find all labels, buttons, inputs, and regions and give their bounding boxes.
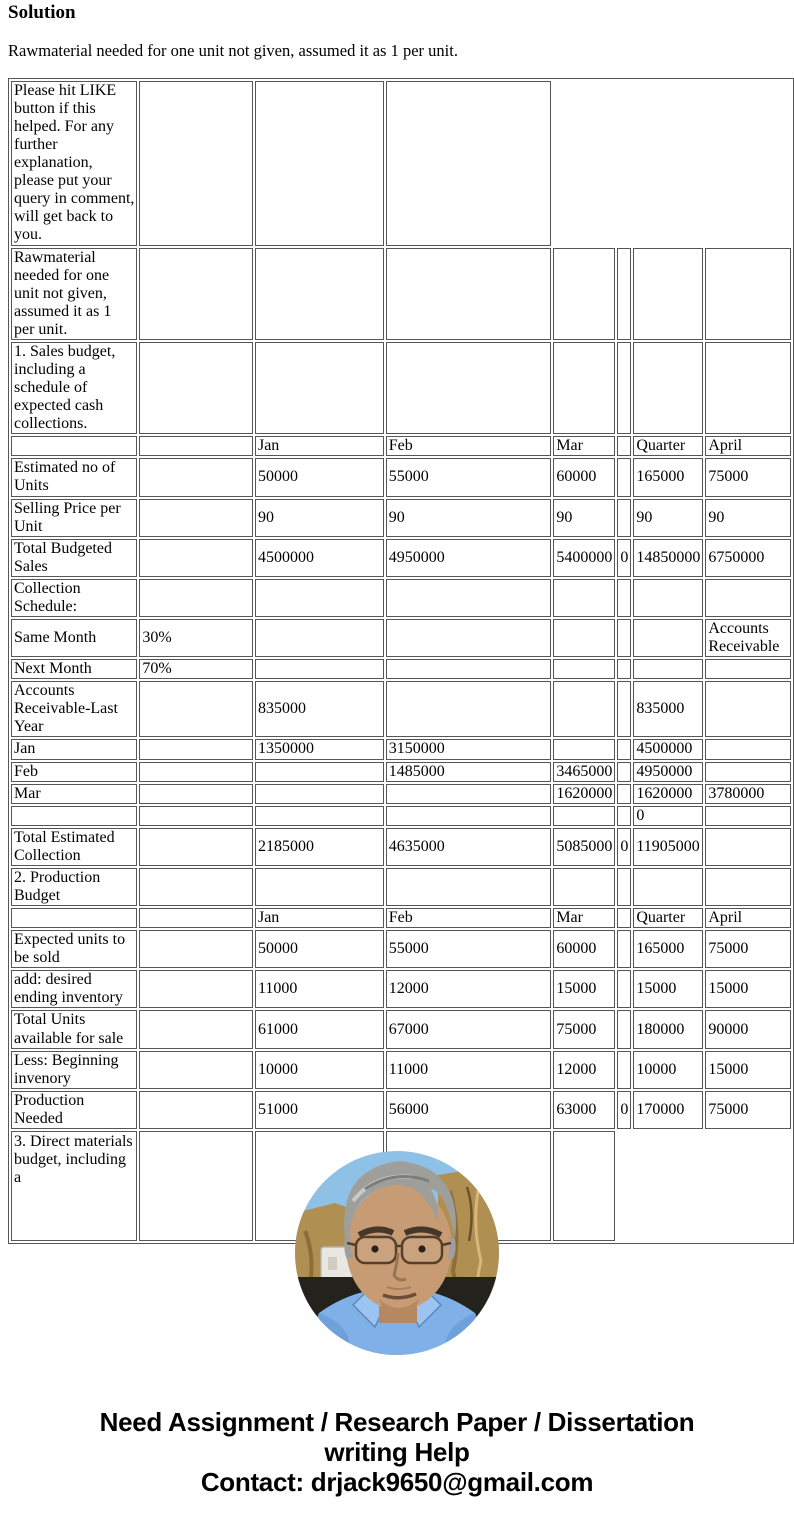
value-cell <box>386 248 552 340</box>
value-cell <box>139 1051 253 1089</box>
value-cell <box>633 659 703 679</box>
value-cell <box>386 579 552 617</box>
value-cell <box>139 762 253 782</box>
row-label-cell: Estimated no of Units <box>11 458 137 496</box>
row-label-cell: Expected units to be sold <box>11 930 137 968</box>
value-cell: 90 <box>386 499 552 537</box>
value-cell <box>139 81 253 246</box>
intro-note: Rawmaterial needed for one unit not given, assumed it as 1 per unit. <box>8 40 458 60</box>
row-label-cell: 1. Sales budget, including a schedule of expected cash collections. <box>11 342 137 434</box>
value-cell: 10000 <box>255 1051 384 1089</box>
value-cell <box>139 436 253 456</box>
row-label-cell: Same Month <box>11 619 137 657</box>
value-cell <box>617 784 631 804</box>
row-label-cell: add: desired ending inventory <box>11 970 137 1008</box>
value-cell <box>553 681 615 737</box>
value-cell <box>139 342 253 434</box>
value-cell <box>617 868 631 906</box>
value-cell <box>705 739 791 759</box>
row-label-cell: Mar <box>11 784 137 804</box>
row-label-cell: Rawmaterial needed for one unit not given, assumed it as 1 per unit. <box>11 248 137 340</box>
value-cell <box>617 659 631 679</box>
table-row <box>11 1010 791 1048</box>
table-row <box>11 579 791 617</box>
table-row <box>11 659 791 679</box>
row-label-cell <box>11 908 137 928</box>
value-cell: 55000 <box>386 930 552 968</box>
value-cell: 90000 <box>705 1010 791 1048</box>
value-cell <box>255 806 384 826</box>
value-cell: 75000 <box>705 930 791 968</box>
value-cell <box>255 784 384 804</box>
value-cell <box>617 342 631 434</box>
value-cell <box>617 619 631 657</box>
value-cell: 63000 <box>553 1091 615 1129</box>
value-cell <box>386 619 552 657</box>
value-cell <box>386 784 552 804</box>
row-label-cell: Next Month <box>11 659 137 679</box>
value-cell: 60000 <box>553 930 615 968</box>
value-cell: 10000 <box>633 1051 703 1089</box>
value-cell <box>139 1091 253 1129</box>
value-cell: 11000 <box>386 1051 552 1089</box>
value-cell <box>617 739 631 759</box>
promo-line-1: Need Assignment / Research Paper / Dissertation <box>99 1406 695 1437</box>
value-cell <box>255 762 384 782</box>
value-cell <box>553 739 615 759</box>
value-cell: 12000 <box>553 1051 615 1089</box>
value-cell: 4950000 <box>386 539 552 577</box>
row-label-cell: Less: Beginning invenory <box>11 1051 137 1089</box>
value-cell <box>139 908 253 928</box>
value-cell: 15000 <box>553 970 615 1008</box>
value-cell: 51000 <box>255 1091 384 1129</box>
value-cell: 50000 <box>255 930 384 968</box>
value-cell: 2185000 <box>255 828 384 866</box>
value-cell <box>139 1010 253 1048</box>
row-label-cell: Accounts Receivable-Last Year <box>11 681 137 737</box>
value-cell <box>617 499 631 537</box>
table-row <box>11 908 791 928</box>
value-cell: 0 <box>617 539 631 577</box>
value-cell <box>617 806 631 826</box>
value-cell: 75000 <box>553 1010 615 1048</box>
value-cell <box>705 579 791 617</box>
value-cell: 11905000 <box>633 828 703 866</box>
value-cell <box>617 248 631 340</box>
value-cell <box>139 806 253 826</box>
value-cell: 5400000 <box>553 539 615 577</box>
value-cell: 90 <box>255 499 384 537</box>
value-cell <box>705 828 791 866</box>
value-cell: 60000 <box>553 458 615 496</box>
value-cell: 15000 <box>705 1051 791 1089</box>
value-cell <box>617 1051 631 1089</box>
value-cell <box>617 458 631 496</box>
table-row <box>11 248 791 340</box>
value-cell: 75000 <box>705 458 791 496</box>
value-cell: 11000 <box>255 970 384 1008</box>
value-cell <box>705 762 791 782</box>
value-cell: 15000 <box>705 970 791 1008</box>
value-cell: 835000 <box>255 681 384 737</box>
row-label-cell: Total Units available for sale <box>11 1010 137 1048</box>
value-cell: 4500000 <box>255 539 384 577</box>
value-cell <box>705 248 791 340</box>
value-cell <box>139 248 253 340</box>
value-cell: 0 <box>617 828 631 866</box>
value-cell <box>553 248 615 340</box>
value-cell: 3150000 <box>386 739 552 759</box>
value-cell: 0 <box>617 1091 631 1129</box>
value-cell <box>553 659 615 679</box>
value-cell <box>139 868 253 906</box>
value-cell: 170000 <box>633 1091 703 1129</box>
value-cell <box>617 970 631 1008</box>
value-cell: Jan <box>255 908 384 928</box>
row-label-cell: Production Needed <box>11 1091 137 1129</box>
value-cell <box>633 619 703 657</box>
row-label-cell: 3. Direct materials budget, including a <box>11 1131 137 1241</box>
value-cell <box>255 579 384 617</box>
value-cell <box>617 681 631 737</box>
table-row <box>11 619 791 657</box>
value-cell: April <box>705 908 791 928</box>
value-cell <box>386 81 552 246</box>
value-cell: 14850000 <box>633 539 703 577</box>
value-cell: 30% <box>139 619 253 657</box>
value-cell <box>617 930 631 968</box>
value-cell <box>139 539 253 577</box>
value-cell: 1620000 <box>553 784 615 804</box>
row-label-cell: Total Estimated Collection <box>11 828 137 866</box>
contact-email: Contact: drjack9650@gmail.com <box>200 1466 594 1497</box>
budget-table <box>8 78 794 1244</box>
value-cell <box>617 1010 631 1048</box>
value-cell <box>255 342 384 434</box>
value-cell <box>617 436 631 456</box>
footer-promo <box>0 1407 794 1497</box>
value-cell <box>617 908 631 928</box>
value-cell: 55000 <box>386 458 552 496</box>
value-cell: 75000 <box>705 1091 791 1129</box>
value-cell: 0 <box>633 806 703 826</box>
value-cell: 4635000 <box>386 828 552 866</box>
value-cell <box>139 681 253 737</box>
value-cell: Mar <box>553 436 615 456</box>
value-cell <box>633 248 703 340</box>
value-cell: 165000 <box>633 458 703 496</box>
table-row <box>11 970 791 1008</box>
value-cell <box>255 619 384 657</box>
value-cell: 4500000 <box>633 739 703 759</box>
table-row <box>11 762 791 782</box>
value-cell <box>553 342 615 434</box>
instructor-avatar <box>295 1151 499 1355</box>
value-cell: 1350000 <box>255 739 384 759</box>
value-cell <box>633 868 703 906</box>
table-row <box>11 806 791 826</box>
value-cell: 56000 <box>386 1091 552 1129</box>
value-cell <box>255 81 384 246</box>
table-row <box>11 1091 791 1129</box>
value-cell <box>553 868 615 906</box>
table-row <box>11 539 791 577</box>
table-row <box>11 739 791 759</box>
value-cell <box>705 806 791 826</box>
table-row <box>11 342 791 434</box>
table-row <box>11 1051 791 1089</box>
value-cell: 5085000 <box>553 828 615 866</box>
value-cell <box>705 342 791 434</box>
promo-line-2: writing Help <box>324 1436 470 1467</box>
value-cell <box>553 806 615 826</box>
value-cell: 90 <box>633 499 703 537</box>
row-label-cell: Collection Schedule: <box>11 579 137 617</box>
value-cell: 4950000 <box>633 762 703 782</box>
value-cell <box>139 828 253 866</box>
value-cell: 70% <box>139 659 253 679</box>
table-row <box>11 81 791 246</box>
row-label-cell: Feb <box>11 762 137 782</box>
value-cell: 12000 <box>386 970 552 1008</box>
page-title: Solution <box>8 2 76 23</box>
table-row <box>11 930 791 968</box>
value-cell <box>386 681 552 737</box>
value-cell: 835000 <box>633 681 703 737</box>
value-cell <box>705 868 791 906</box>
value-cell <box>553 579 615 617</box>
value-cell: Mar <box>553 908 615 928</box>
value-cell: 165000 <box>633 930 703 968</box>
value-cell: 50000 <box>255 458 384 496</box>
value-cell <box>386 806 552 826</box>
instructor-photo-illustration <box>295 1151 499 1355</box>
table-row <box>11 828 791 866</box>
avatar-row <box>0 1151 794 1355</box>
value-cell <box>386 659 552 679</box>
value-cell: 15000 <box>633 970 703 1008</box>
value-cell: 3780000 <box>705 784 791 804</box>
value-cell: 3465000 <box>553 762 615 782</box>
value-cell <box>386 868 552 906</box>
value-cell: 67000 <box>386 1010 552 1048</box>
value-cell <box>139 458 253 496</box>
row-label-cell <box>11 806 137 826</box>
budget-table-clip <box>8 78 794 1187</box>
value-cell: Jan <box>255 436 384 456</box>
value-cell: 180000 <box>633 1010 703 1048</box>
value-cell <box>139 739 253 759</box>
table-row <box>11 784 791 804</box>
value-cell <box>617 762 631 782</box>
row-label-cell: Please hit LIKE button if this helped. For any further explanation, please put your query in comment, will get back to you. <box>11 81 137 246</box>
value-cell <box>553 619 615 657</box>
value-cell <box>255 248 384 340</box>
value-cell: 1485000 <box>386 762 552 782</box>
value-cell <box>386 342 552 434</box>
value-cell: Feb <box>386 436 552 456</box>
value-cell: April <box>705 436 791 456</box>
value-cell <box>633 342 703 434</box>
value-cell: Feb <box>386 908 552 928</box>
value-cell: 1620000 <box>633 784 703 804</box>
value-cell <box>139 784 253 804</box>
value-cell <box>139 970 253 1008</box>
value-cell: Quarter <box>633 436 703 456</box>
row-label-cell <box>11 436 137 456</box>
table-row <box>11 681 791 737</box>
value-cell <box>139 579 253 617</box>
value-cell <box>255 659 384 679</box>
table-row <box>11 436 791 456</box>
value-cell <box>633 579 703 617</box>
value-cell <box>705 659 791 679</box>
value-cell: Quarter <box>633 908 703 928</box>
table-row <box>11 458 791 496</box>
value-cell <box>617 579 631 617</box>
row-label-cell: Jan <box>11 739 137 759</box>
value-cell <box>139 499 253 537</box>
row-label-cell: Selling Price per Unit <box>11 499 137 537</box>
row-label-cell: Total Budgeted Sales <box>11 539 137 577</box>
value-cell: 90 <box>705 499 791 537</box>
value-cell <box>705 681 791 737</box>
row-label-cell: 2. Production Budget <box>11 868 137 906</box>
value-cell: Accounts Receivable <box>705 619 791 657</box>
table-row <box>11 499 791 537</box>
value-cell <box>139 930 253 968</box>
table-row <box>11 868 791 906</box>
value-cell: 90 <box>553 499 615 537</box>
value-cell <box>255 868 384 906</box>
value-cell: 6750000 <box>705 539 791 577</box>
value-cell: 61000 <box>255 1010 384 1048</box>
